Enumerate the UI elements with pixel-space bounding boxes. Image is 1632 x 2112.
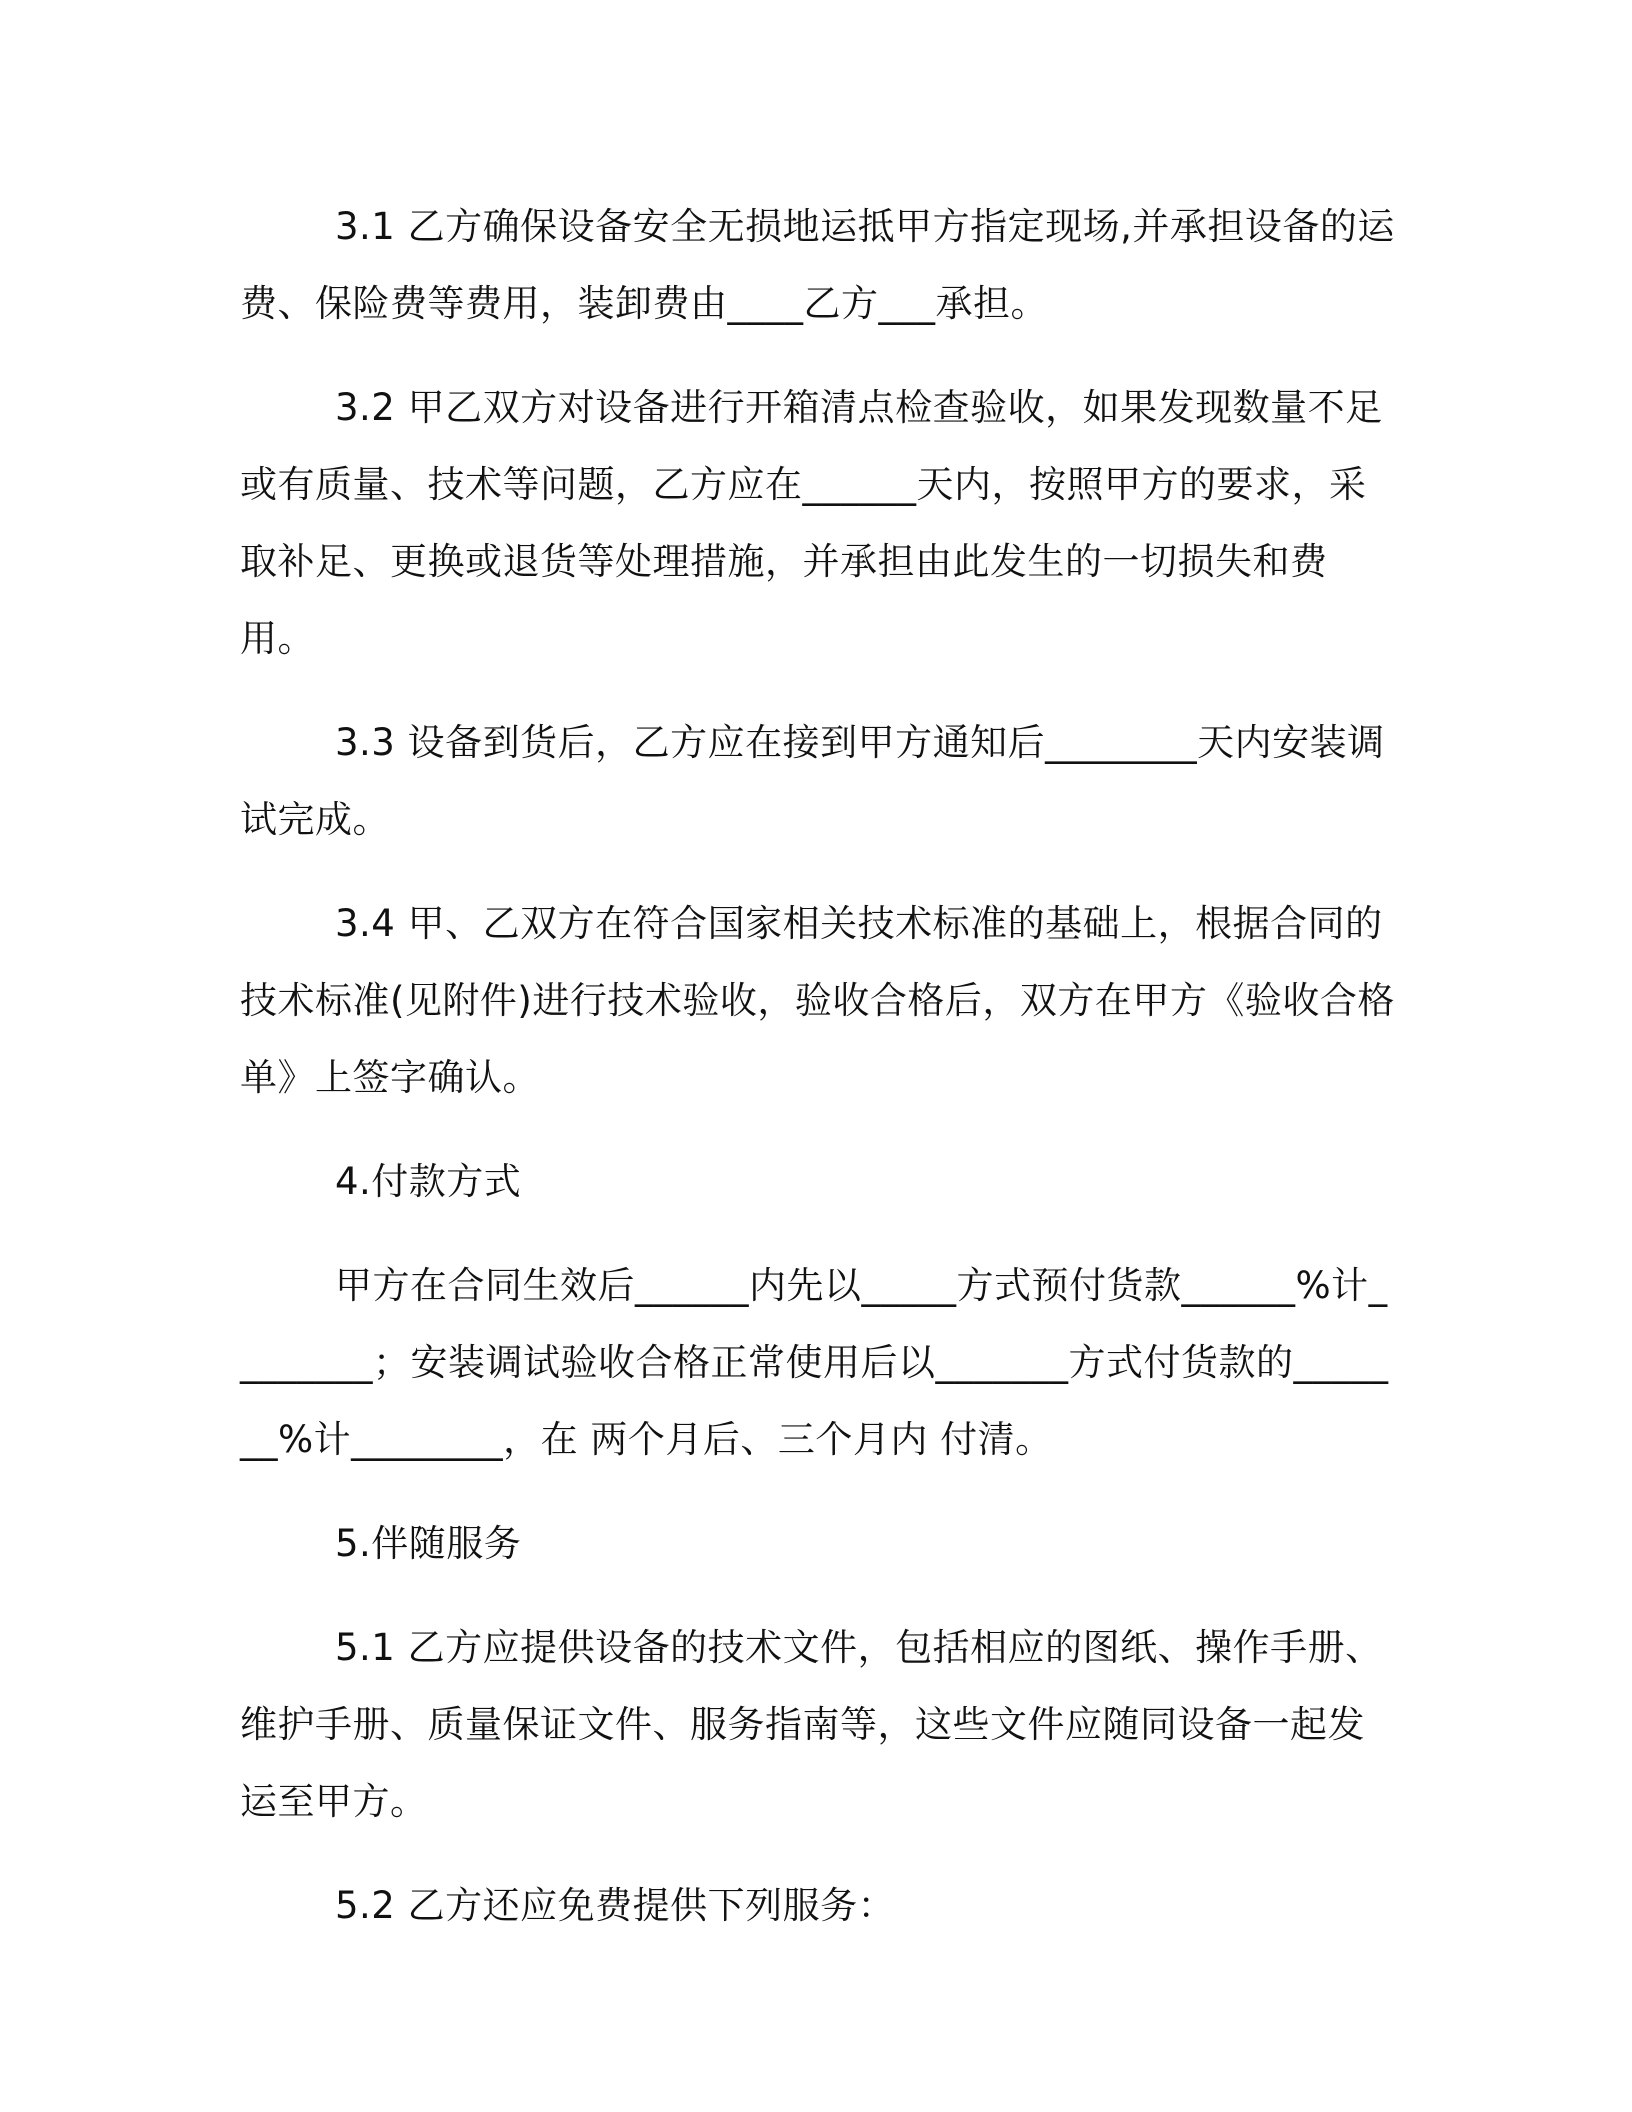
clause-3-2: 3.2 甲乙双方对设备进行开箱清点检查验收，如果发现数量不足或有质量、技术等问题，乙方应在______天内，按照甲方的要求，采取补足、更换或退货等处理措施，并承担由此发生的一切损失和费用。 bbox=[240, 386, 1383, 660]
clause-3-4: 3.4 甲、乙双方在符合国家相关技术标准的基础上，根据合同的技术标准(见附件)进行技术验收，验收合格后，双方在甲方《验收合格单》上签字确认。 bbox=[240, 902, 1395, 1099]
payment-terms: 甲方在合同生效后______内先以_____方式预付货款______%计________；安装调试验收合格正常使用后以_______方式付货款的_______%计________，在 两个月后、三个月内 付清。 bbox=[240, 1264, 1389, 1461]
clause-5-2: 5.2 乙方还应免费提供下列服务： bbox=[335, 1884, 896, 1927]
clause-3-3: 3.3 设备到货后，乙方应在接到甲方通知后________天内安装调试完成。 bbox=[240, 721, 1385, 841]
clause-3-1: 3.1 乙方确保设备安全无损地运抵甲方指定现场,并承担设备的运费、保险费等费用，装卸费由____乙方___承担。 bbox=[240, 205, 1395, 325]
section-heading-payment: 4.付款方式 bbox=[335, 1160, 522, 1203]
document-body bbox=[240, 188, 1400, 1944]
clause-5-1: 5.1 乙方应提供设备的技术文件，包括相应的图纸、操作手册、维护手册、质量保证文件、服务指南等，这些文件应随同设备一起发运至甲方。 bbox=[240, 1626, 1383, 1823]
section-heading-services: 5.伴随服务 bbox=[335, 1522, 522, 1565]
